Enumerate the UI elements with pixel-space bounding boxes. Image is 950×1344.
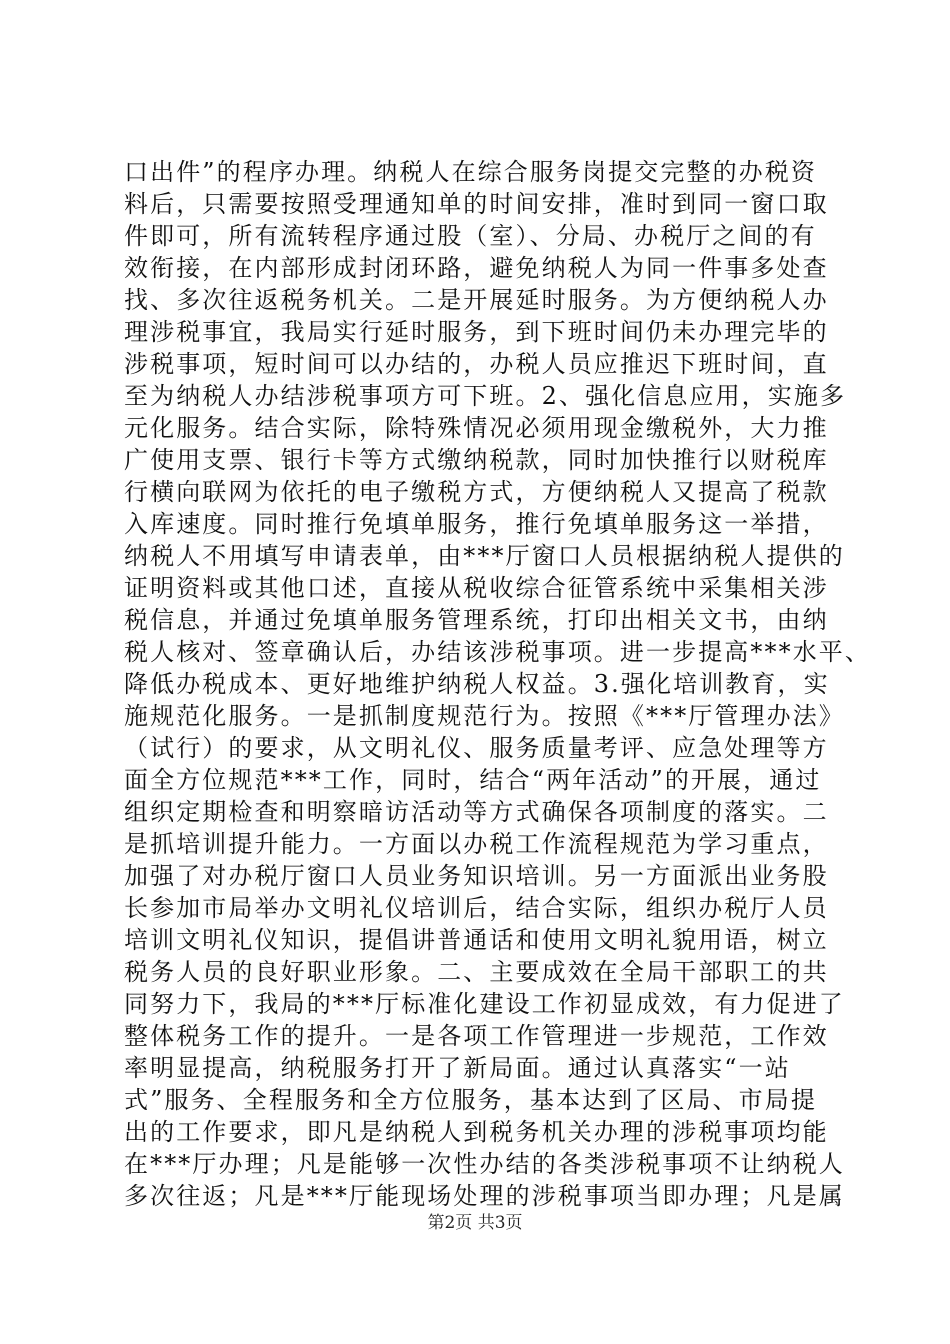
- text-line: 同努力下，我局的***厅标准化建设工作初显成效，有力促进了: [124, 990, 845, 1018]
- text-line: 行横向联网为依托的电子缴税方式，方便纳税人又提高了税款: [124, 478, 829, 506]
- text-line: 件即可，所有流转程序通过股（室）、分局、办税厅之间的有: [124, 222, 817, 250]
- text-line: 效衔接，在内部形成封闭环路，避免纳税人为同一件事多处查: [124, 254, 829, 282]
- text-line: 降低办税成本、更好地维护纳税人权益。3.强化培训教育，实: [124, 670, 830, 698]
- text-line: 涉税事项，短时间可以办结的，办税人员应推迟下班时间，直: [124, 350, 829, 378]
- text-line: 培训文明礼仪知识，提倡讲普通话和使用文明礼貌用语，树立: [124, 926, 829, 954]
- text-line: 至为纳税人办结涉税事项方可下班。2、强化信息应用，实施多: [124, 382, 847, 410]
- text-line: （试行）的要求，从文明礼仪、服务质量考评、应急处理等方: [124, 734, 829, 762]
- text-line: 加强了对办税厅窗口人员业务知识培训。另一方面派出业务股: [124, 862, 829, 890]
- text-line: 入库速度。同时推行免填单服务，推行免填单服务这一举措，: [124, 510, 829, 538]
- text-line: 料后，只需要按照受理通知单的时间安排，准时到同一窗口取: [124, 190, 829, 218]
- text-line: 施规范化服务。一是抓制度规范行为。按照《***厅管理办法》: [124, 702, 845, 730]
- text-line: 式”服务、全程服务和全方位服务，基本达到了区局、市局提: [124, 1086, 817, 1114]
- text-line: 元化服务。结合实际，除特殊情况必须用现金缴税外，大力推: [124, 414, 829, 442]
- text-line: 整体税务工作的提升。一是各项工作管理进一步规范，工作效: [124, 1022, 829, 1050]
- text-line: 找、多次往返税务机关。二是开展延时服务。为方便纳税人办: [124, 286, 829, 314]
- text-line: 率明显提高，纳税服务打开了新局面。通过认真落实“一站: [124, 1054, 791, 1082]
- text-line: 在***厅办理；凡是能够一次性办结的各类涉税事项不让纳税人: [124, 1150, 845, 1178]
- text-line: 理涉税事宜，我局实行延时服务，到下班时间仍未办理完毕的: [124, 318, 829, 346]
- text-line: 税务人员的良好职业形象。二、主要成效在全局干部职工的共: [124, 958, 829, 986]
- text-line: 长参加市局举办文明礼仪培训后，结合实际，组织办税厅人员: [124, 894, 829, 922]
- page-number-footer: 第2页 共3页: [427, 1213, 523, 1233]
- body-paragraph: [124, 156, 871, 1212]
- text-line: 多次往返；凡是***厅能现场处理的涉税事项当即办理；凡是属: [124, 1182, 845, 1210]
- text-line: 税信息，并通过免填单服务管理系统，打印出相关文书，由纳: [124, 606, 829, 634]
- text-line: 纳税人不用填写申请表单，由***厅窗口人员根据纳税人提供的: [124, 542, 845, 570]
- text-line: 是抓培训提升能力。一方面以办税工作流程规范为学习重点，: [124, 830, 829, 858]
- text-line: 广使用支票、银行卡等方式缴纳税款，同时加快推行以财税库: [124, 446, 829, 474]
- text-line: 出的工作要求，即凡是纳税人到税务机关办理的涉税事项均能: [124, 1118, 829, 1146]
- text-line: 证明资料或其他口述，直接从税收综合征管系统中采集相关涉: [124, 574, 829, 602]
- text-line: 组织定期检查和明察暗访活动等方式确保各项制度的落实。二: [124, 798, 829, 826]
- text-line: 税人核对、签章确认后，办结该涉税事项。进一步提高***水平、: [124, 638, 871, 666]
- text-line: 面全方位规范***工作，同时，结合“两年活动”的开展，通过: [124, 766, 822, 794]
- text-line: 口出件”的程序办理。纳税人在综合服务岗提交完整的办税资: [124, 158, 817, 186]
